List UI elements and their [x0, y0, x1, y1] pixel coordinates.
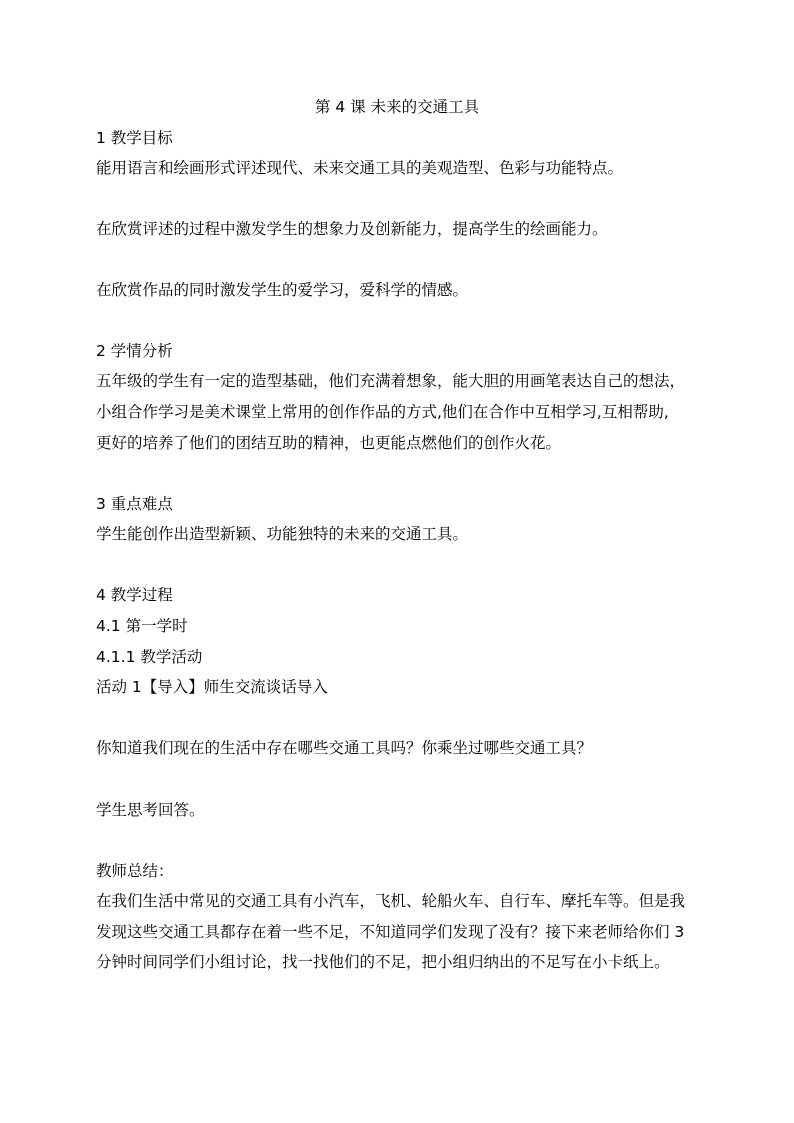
objective-paragraph-1: 能用语言和绘画形式评述现代、未来交通工具的美观造型、色彩与功能特点。 — [96, 159, 624, 177]
summary-line-3: 分钟时间同学们小组讨论，找一找他们的不足，把小组归纳出的不足写在小卡纸上。 — [96, 953, 670, 971]
summary-line-1: 在我们生活中常见的交通工具有小汽车，飞机、轮船火车、自行车、摩托车等。但是我 — [96, 892, 686, 910]
section-heading-process: 4 教学过程 — [96, 586, 173, 604]
process-subheading-1: 4.1 第一学时 — [96, 617, 188, 635]
student-answer: 学生思考回答。 — [96, 801, 205, 819]
keypoints-paragraph: 学生能创作出造型新颖、功能独特的未来的交通工具。 — [96, 525, 469, 543]
teacher-question: 你知道我们现在的生活中存在哪些交通工具吗？你乘坐过哪些交通工具？ — [96, 739, 593, 757]
activity-title: 活动 1【导入】师生交流谈话导入 — [96, 678, 328, 696]
section-heading-objectives: 1 教学目标 — [96, 129, 173, 147]
objective-paragraph-2: 在欣赏评述的过程中激发学生的想象力及创新能力，提高学生的绘画能力。 — [96, 220, 608, 238]
analysis-line-3: 更好的培养了他们的团结互助的精神，也更能点燃他们的创作火花。 — [96, 434, 562, 452]
section-heading-analysis: 2 学情分析 — [96, 342, 173, 360]
summary-line-2: 发现这些交通工具都存在着一些不足，不知道同学们发现了没有？接下来老师给你们 3 — [96, 923, 685, 941]
lesson-title: 第 4 课 未来的交通工具 — [314, 98, 480, 116]
analysis-line-1: 五年级的学生有一定的造型基础，他们充满着想象，能大胆的用画笔表达自己的想法， — [96, 372, 686, 390]
section-heading-keypoints: 3 重点难点 — [96, 495, 173, 513]
objective-paragraph-3: 在欣赏作品的同时激发学生的爱学习，爱科学的情感。 — [96, 281, 469, 299]
analysis-line-2: 小组合作学习是美术课堂上常用的创作作品的方式,他们在合作中互相学习,互相帮助, — [96, 403, 669, 421]
process-subheading-2: 4.1.1 教学活动 — [96, 648, 203, 666]
teacher-summary-label: 教师总结： — [96, 862, 174, 880]
